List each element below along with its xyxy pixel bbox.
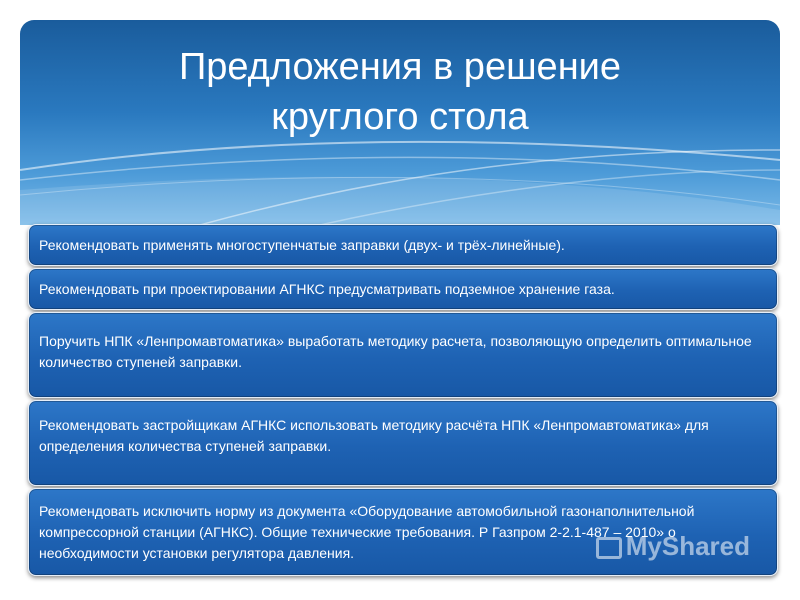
slide-header	[20, 20, 780, 225]
slide-title: Предложения в решение круглого стола	[178, 46, 622, 138]
slide	[20, 20, 780, 580]
proposal-item-2: Рекомендовать при проектировании АГНКС предусматривать подземное хранение газа.	[28, 268, 778, 310]
cart-icon	[596, 537, 622, 559]
watermark-text: MyShared	[625, 531, 750, 561]
proposal-item-1: Рекомендовать применять многоступенчатые заправки (двух- и трёх-линейные).	[28, 224, 778, 266]
proposal-item-4: Рекомендовать застройщикам АГНКС использовать методику расчёта НПК «Ленпромавтоматика» для определения количества ступеней заправки.	[28, 400, 778, 486]
proposal-item-3: Поручить НПК «Ленпромавтоматика» выработать методику расчета, позволяющую определить оптимальное количество ступеней заправки.	[28, 312, 778, 398]
proposal-item-5: Рекомендовать исключить норму из документа «Оборудование автомобильной газонаполнительной компрессорной станции (АГНКС). Общие технические требования. Р Газпром 2-2.1-487 – 2010» о необходимости установки регулятора давления.	[28, 488, 778, 576]
watermark-logo	[596, 531, 750, 562]
